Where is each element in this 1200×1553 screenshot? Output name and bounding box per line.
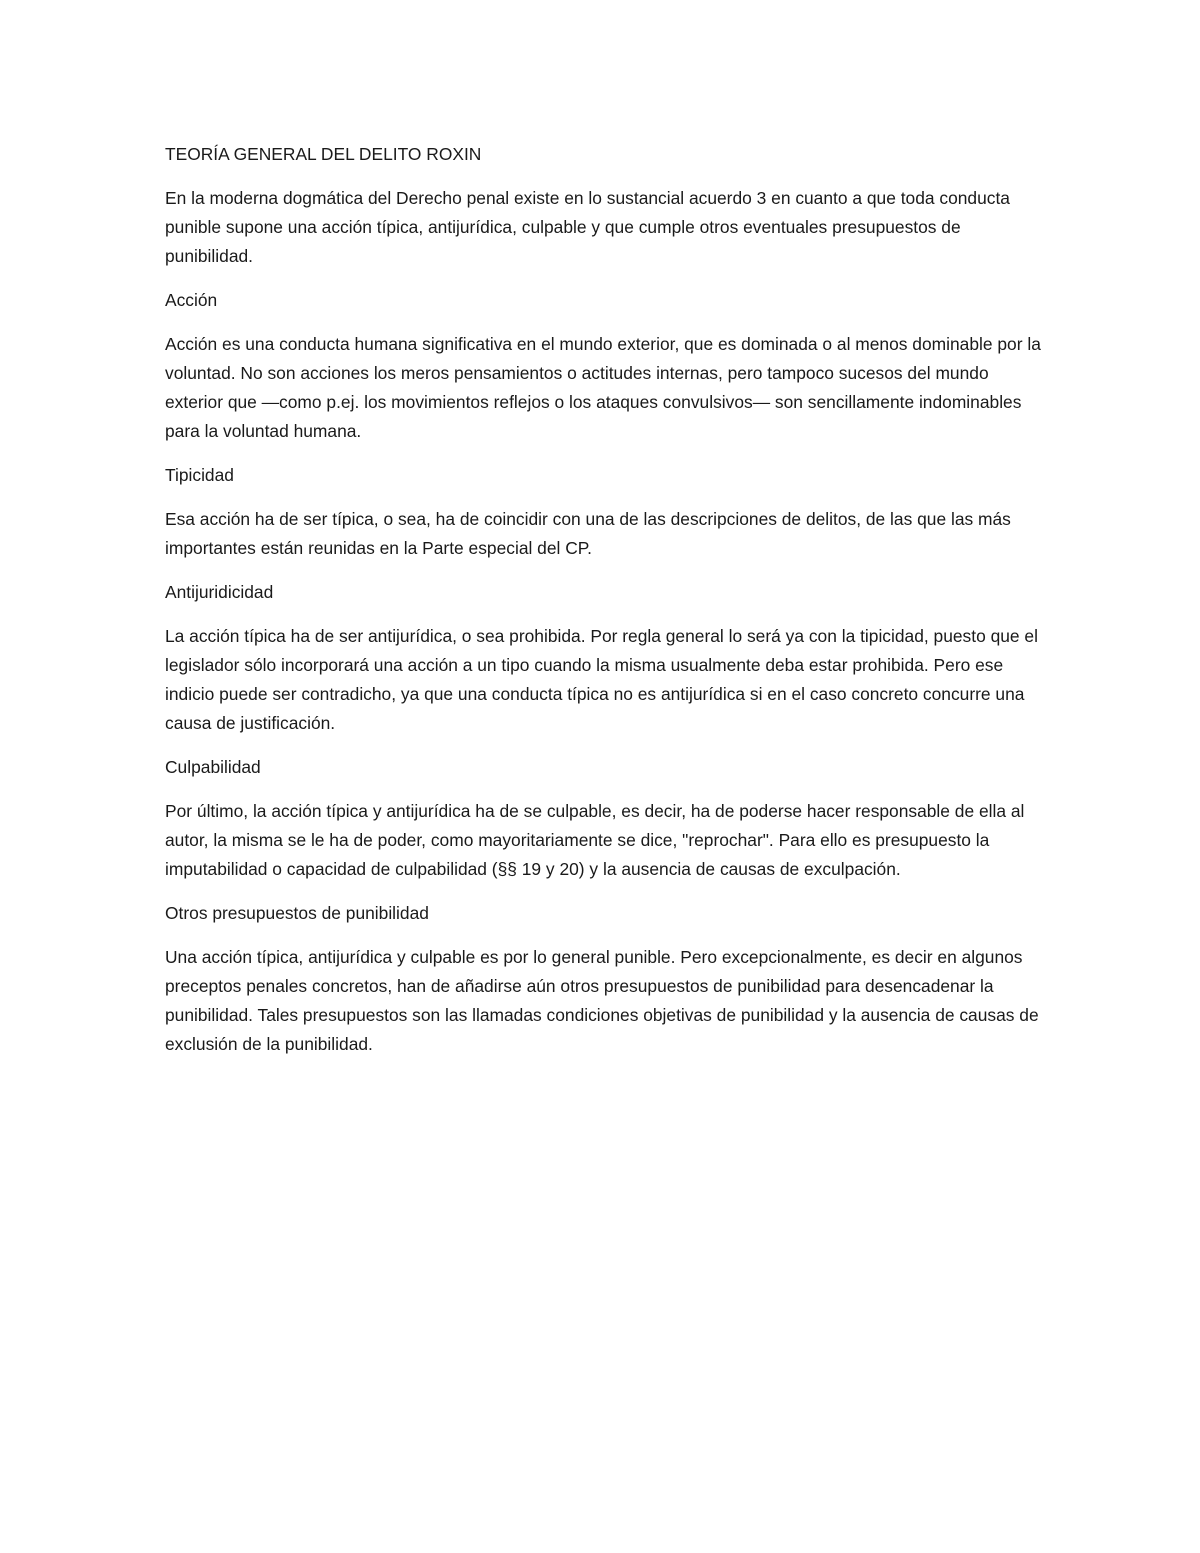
intro-paragraph: En la moderna dogmática del Derecho penal existe en lo sustancial acuerdo 3 en cuanto a que toda conducta punible supone una acción típica, antijurídica, culpable y que cumple otros eventuales presupuestos de punibilidad.	[165, 188, 1010, 266]
section-text-tipicidad: Esa acción ha de ser típica, o sea, ha de coincidir con una de las descripciones de delitos, de las que las más importantes están reunidas en la Parte especial del CP.	[165, 509, 1011, 558]
section-heading-accion: Acción	[165, 290, 218, 310]
document-page	[165, 140, 1045, 1074]
section-heading-antijuridicidad: Antijuridicidad	[165, 582, 274, 602]
section-heading-tipicidad: Tipicidad	[165, 465, 234, 485]
section-heading-otros-presupuestos: Otros presupuestos de punibilidad	[165, 903, 429, 923]
section-heading-culpabilidad: Culpabilidad	[165, 757, 261, 777]
section-text-accion: Acción es una conducta humana significativa en el mundo exterior, que es dominada o al menos dominable por la voluntad. No son acciones los meros pensamientos o actitudes internas, pero tampoco sucesos del mundo exterior que —como p.ej. los movimientos reflejos o los ataques convulsivos— son sencillamente indominables para la voluntad humana.	[165, 334, 1041, 441]
document-title: TEORÍA GENERAL DEL DELITO ROXIN	[165, 144, 482, 164]
section-text-culpabilidad: Por último, la acción típica y antijurídica ha de se culpable, es decir, ha de poderse hacer responsable de ella al autor, la misma se le ha de poder, como mayoritariamente se dice, "reprochar". Para ello es presupuesto la imputabilidad o capacidad de culpabilidad (§§ 19 y 20) y la ausencia de causas de exculpación.	[165, 801, 1025, 879]
section-text-antijuridicidad: La acción típica ha de ser antijurídica, o sea prohibida. Por regla general lo será ya con la tipicidad, puesto que el legislador sólo incorporará una acción a un tipo cuando la misma usualmente deba estar prohibida. Pero ese indicio puede ser contradicho, ya que una conducta típica no es antijurídica si en el caso concreto concurre una causa de justificación.	[165, 626, 1038, 733]
section-text-otros-presupuestos: Una acción típica, antijurídica y culpable es por lo general punible. Pero excepcionalmente, es decir en algunos preceptos penales concretos, han de añadirse aún otros presupuestos de punibilidad para desencadenar la punibilidad. Tales presupuestos son las llamadas condiciones objetivas de punibilidad y la ausencia de causas de exclusión de la punibilidad.	[165, 947, 1039, 1054]
